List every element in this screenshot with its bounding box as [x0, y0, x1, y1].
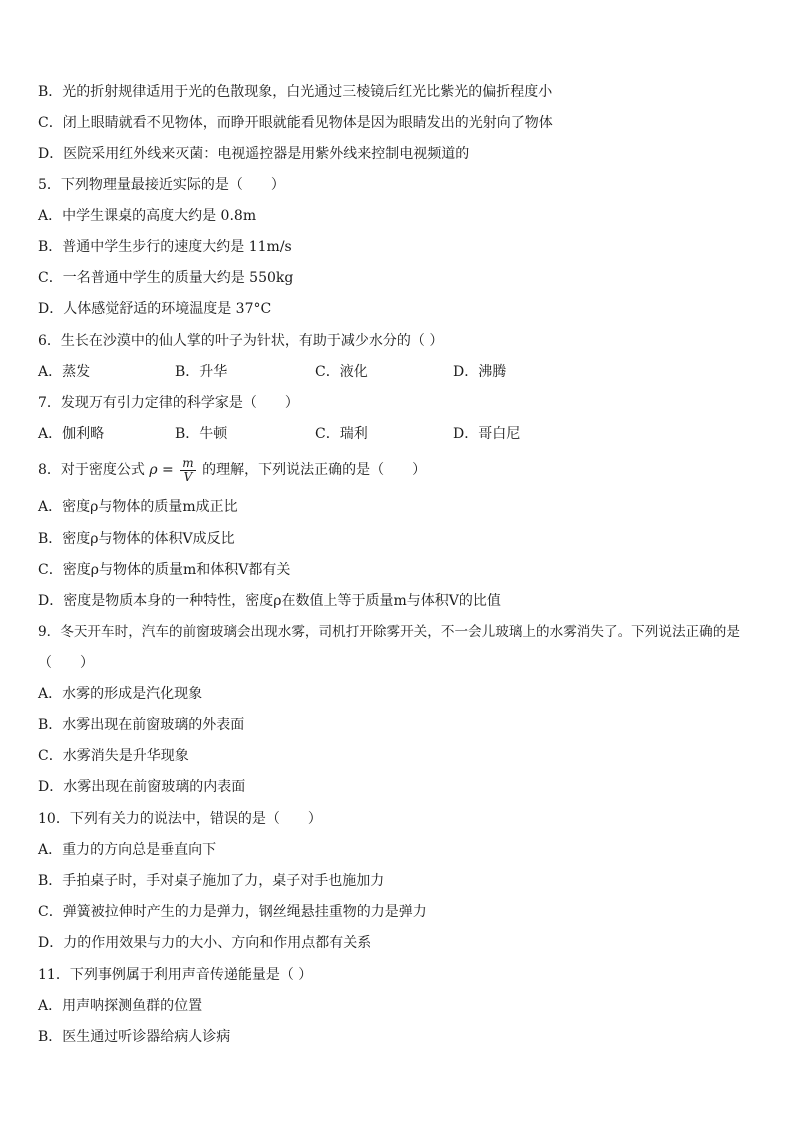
- formula-denominator: V: [183, 469, 193, 484]
- q6-options: [38, 363, 768, 381]
- density-formula-lhs: ρ =: [149, 462, 174, 478]
- q10-option-b: B．手拍桌子时，手对桌子施加了力，桌子对手也施加力: [38, 873, 385, 889]
- q7-options: [38, 425, 768, 443]
- q7-option-a: A．伽利略: [38, 426, 105, 442]
- q8-option-b: B．密度ρ与物体的体积V成反比: [38, 531, 235, 547]
- q6-option-d: D．沸腾: [453, 364, 507, 380]
- q6-option-c: C．液化: [315, 364, 368, 380]
- q4-option-d: D．医院采用红外线来灭菌：电视遥控器是用紫外线来控制电视频道的: [38, 146, 470, 162]
- q9-option-b: B．水雾出现在前窗玻璃的外表面: [38, 717, 245, 733]
- q9-stem-continued: （ ）: [38, 655, 94, 671]
- q6-stem: 6．生长在沙漠中的仙人掌的叶子为针状，有助于减少水分的（ ）: [38, 333, 444, 349]
- q10-option-d: D．力的作用效果与力的大小、方向和作用点都有关系: [38, 935, 372, 951]
- q10-stem: 10．下列有关力的说法中，错误的是（ ）: [38, 811, 322, 827]
- q8-stem-prefix: 8．对于密度公式: [38, 462, 145, 478]
- q4-option-b: B．光的折射规律适用于光的色散现象，白光通过三棱镜后红光比紫光的偏折程度小: [38, 84, 553, 100]
- q7-option-c: C．瑞利: [315, 426, 368, 442]
- q10-option-c: C．弹簧被拉伸时产生的力是弹力，钢丝绳悬挂重物的力是弹力: [38, 904, 427, 920]
- q5-stem: 5．下列物理量最接近实际的是（ ）: [38, 177, 285, 193]
- q8-option-c: C．密度ρ与物体的质量m和体积V都有关: [38, 562, 291, 578]
- q7-stem: 7．发现万有引力定律的科学家是（ ）: [38, 395, 299, 411]
- q9-option-c: C．水雾消失是升华现象: [38, 748, 189, 764]
- q9-stem: 9．冬天开车时，汽车的前窗玻璃会出现水雾，司机打开除雾开关，不一会儿玻璃上的水雾消失了。下列说法正确的是: [38, 624, 740, 640]
- q6-option-a: A．蒸发: [38, 364, 91, 380]
- q5-option-d: D．人体感觉舒适的环境温度是 37°C: [38, 301, 272, 317]
- q7-option-b: B．牛顿: [175, 426, 228, 442]
- q5-option-c: C．一名普通中学生的质量大约是 550kg: [38, 270, 294, 286]
- q7-option-d: D．哥白尼: [453, 426, 521, 442]
- q5-option-b: B．普通中学生步行的速度大约是 11m/s: [38, 239, 292, 255]
- q8-option-a: A．密度ρ与物体的质量m成正比: [38, 499, 238, 515]
- q9-option-d: D．水雾出现在前窗玻璃的内表面: [38, 779, 246, 795]
- q6-option-b: B．升华: [175, 364, 228, 380]
- formula-numerator: m: [182, 455, 194, 470]
- q8-option-d: D．密度是物质本身的一种特性，密度ρ在数值上等于质量m与体积V的比值: [38, 593, 501, 609]
- density-formula-fraction: [180, 457, 195, 484]
- q9-option-a: A．水雾的形成是汽化现象: [38, 686, 203, 702]
- q11-option-b: B．医生通过听诊器给病人诊病: [38, 1029, 231, 1045]
- q5-option-a: A．中学生课桌的高度大约是 0.8m: [38, 208, 257, 224]
- q8-stem-suffix: 的理解，下列说法正确的是（ ）: [202, 462, 427, 478]
- q11-stem: 11．下列事例属于利用声音传递能量是（ ）: [38, 967, 313, 983]
- q4-option-c: C．闭上眼睛就看不见物体，而睁开眼就能看见物体是因为眼睛发出的光射向了物体: [38, 115, 553, 131]
- q10-option-a: A．重力的方向总是垂直向下: [38, 842, 217, 858]
- q11-option-a: A．用声呐探测鱼群的位置: [38, 998, 203, 1014]
- q8-stem: [38, 456, 768, 484]
